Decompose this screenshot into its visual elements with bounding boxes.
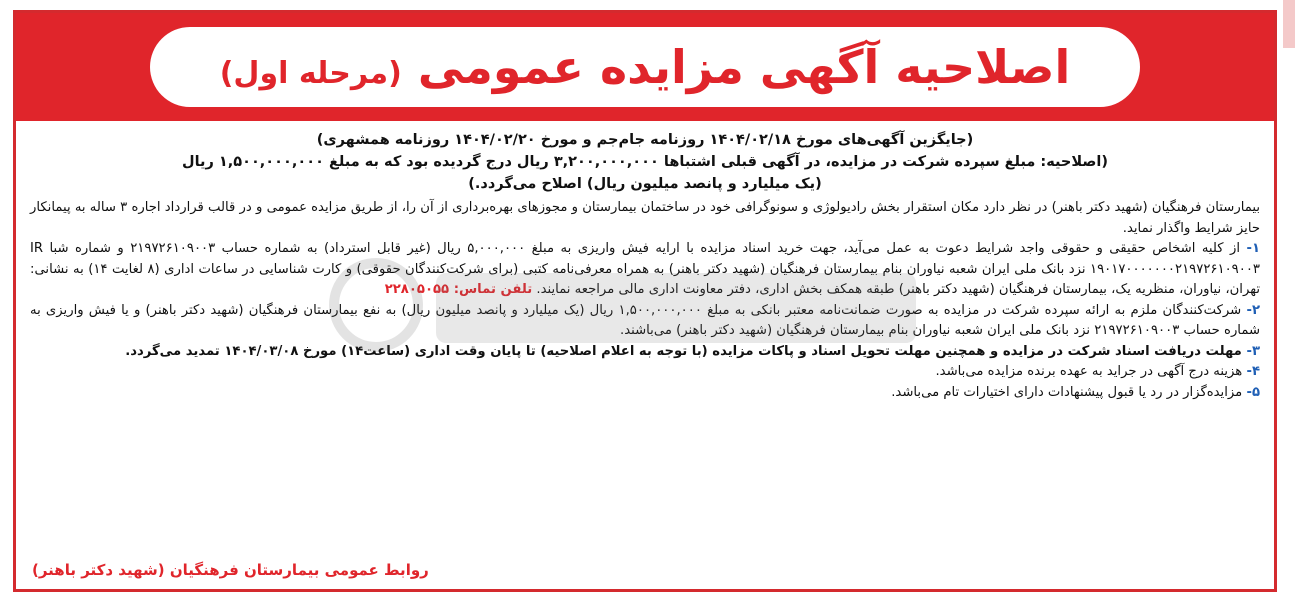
- notice-title-stage: (مرحله اول): [219, 56, 402, 91]
- item-text: شرکت‌کنندگان ملزم به ارائه سپرده شرکت در مزایده به صورت ضمانت‌نامه معتبر بانکی به مبلغ ۱,۵۰۰,۰۰۰,۰۰۰ ریال (یک میلیارد و پانصد میلیون ریال) به نفع بیمارستان فرهنگیان (شهید دکتر باهنر) و یا فیش واریزی به شماره حساب ۲۱۹۷۲۶۱۰۹۰۰۳ نزد بانک ملی ایران شعبه نیاوران بنام بیمارستان فرهنگیان (شهید دکتر باهنر) می‌باشند.: [30, 302, 1260, 338]
- correction-header: [30, 129, 1260, 195]
- item-number: ۲-: [1246, 302, 1260, 318]
- item-1: [30, 239, 1260, 301]
- notice-frame: [13, 10, 1277, 592]
- item-2: [30, 301, 1260, 342]
- phone-number: تلفن تماس: ۲۲۸۰۵۰۵۵: [384, 282, 533, 297]
- item-number: ۱-: [1246, 241, 1260, 256]
- item-5: [30, 383, 1260, 404]
- header-line: (اصلاحیه: مبلغ سپرده شرکت در مزایده، در آگهی قبلی اشتباها ۳,۲۰۰,۰۰۰,۰۰۰ ریال درج گردیده بود که به مبلغ ۱,۵۰۰,۰۰۰,۰۰۰ ریال: [182, 154, 1108, 170]
- notice-title: [220, 40, 1071, 94]
- notice-body: [30, 129, 1260, 581]
- publisher-signature: روابط عمومی بیمارستان فرهنگیان (شهید دکتر باهنر): [32, 561, 429, 579]
- header-line: (یک میلیارد و پانصد میلیون ریال) اصلاح می‌گردد.): [468, 176, 822, 192]
- item-number: ۵-: [1246, 384, 1260, 400]
- item-number: ۴-: [1246, 364, 1260, 379]
- title-banner: [16, 13, 1274, 121]
- notice-title-main: اصلاحیه آگهی مزایده عمومی: [417, 40, 1071, 94]
- item-4: [30, 362, 1260, 383]
- item-text: از کلیه اشخاص حقیقی و حقوقی واجد شرایط دعوت به عمل می‌آید، جهت خرید اسناد مزایده با ارایه فیش واریزی به مبلغ ۵,۰۰۰,۰۰۰ ریال (غیر قابل استرداد) به شماره حساب ۲۱۹۷۲۶۱۰۹۰۰۳ و شماره شبا IR ۱۹۰۱۷۰۰۰۰۰۰۰۲۱۹۷۲۶۱۰۹۰۰۳ نزد بانک ملی ایران شعبه نیاوران بنام بیمارستان فرهنگیان (شهید دکتر باهنر) به همراه معرفی‌نامه کتبی (برای شرکت‌کنندگان حقوقی) و کارت شناسایی در ساعات اداری (۸ لغایت ۱۴) به نشانی: تهران، نیاوران، منظریه یک، بیمارستان فرهنگیان (شهید دکتر باهنر) طبقه همکف بخش اداری، دفتر معاونت اداری مالی مراجعه نمایند.: [30, 241, 1260, 297]
- page-corner: [1283, 0, 1295, 48]
- title-pill: [150, 27, 1141, 107]
- item-number: ۳-: [1246, 343, 1260, 359]
- intro-paragraph: بیمارستان فرهنگیان (شهید دکتر باهنر) در نظر دارد مکان استقرار بخش رادیولوژی و سونوگرافی خود در ساختمان بیمارستان و مجوزهای بهره‌برداری از آن را، از طریق مزایده عمومی و در قالب قرارداد اجاره ۳ ساله به پیمانکار حایز شرایط واگذار نماید.: [30, 200, 1260, 236]
- item-text: مهلت دریافت اسناد شرکت در مزایده و همچنین مهلت تحویل اسناد و پاکات مزایده (با توجه به اعلام اصلاحیه) تا پایان وقت اداری (ساعت۱۴) مورخ ۱۴۰۴/۰۳/۰۸ تمدید می‌گردد.: [125, 343, 1242, 359]
- header-line: (جایگزین آگهی‌های مورخ ۱۴۰۴/۰۲/۱۸ روزنامه جام‌جم و مورخ ۱۴۰۴/۰۲/۲۰ روزنامه همشهری): [316, 132, 974, 148]
- item-3: [30, 342, 1260, 363]
- item-text: مزایده‌گزار در رد یا قبول پیشنهادات دارای اختیارات تام می‌باشد.: [891, 384, 1243, 400]
- item-text: هزینه درج آگهی در جراید به عهده برنده مزایده می‌باشد.: [935, 364, 1243, 379]
